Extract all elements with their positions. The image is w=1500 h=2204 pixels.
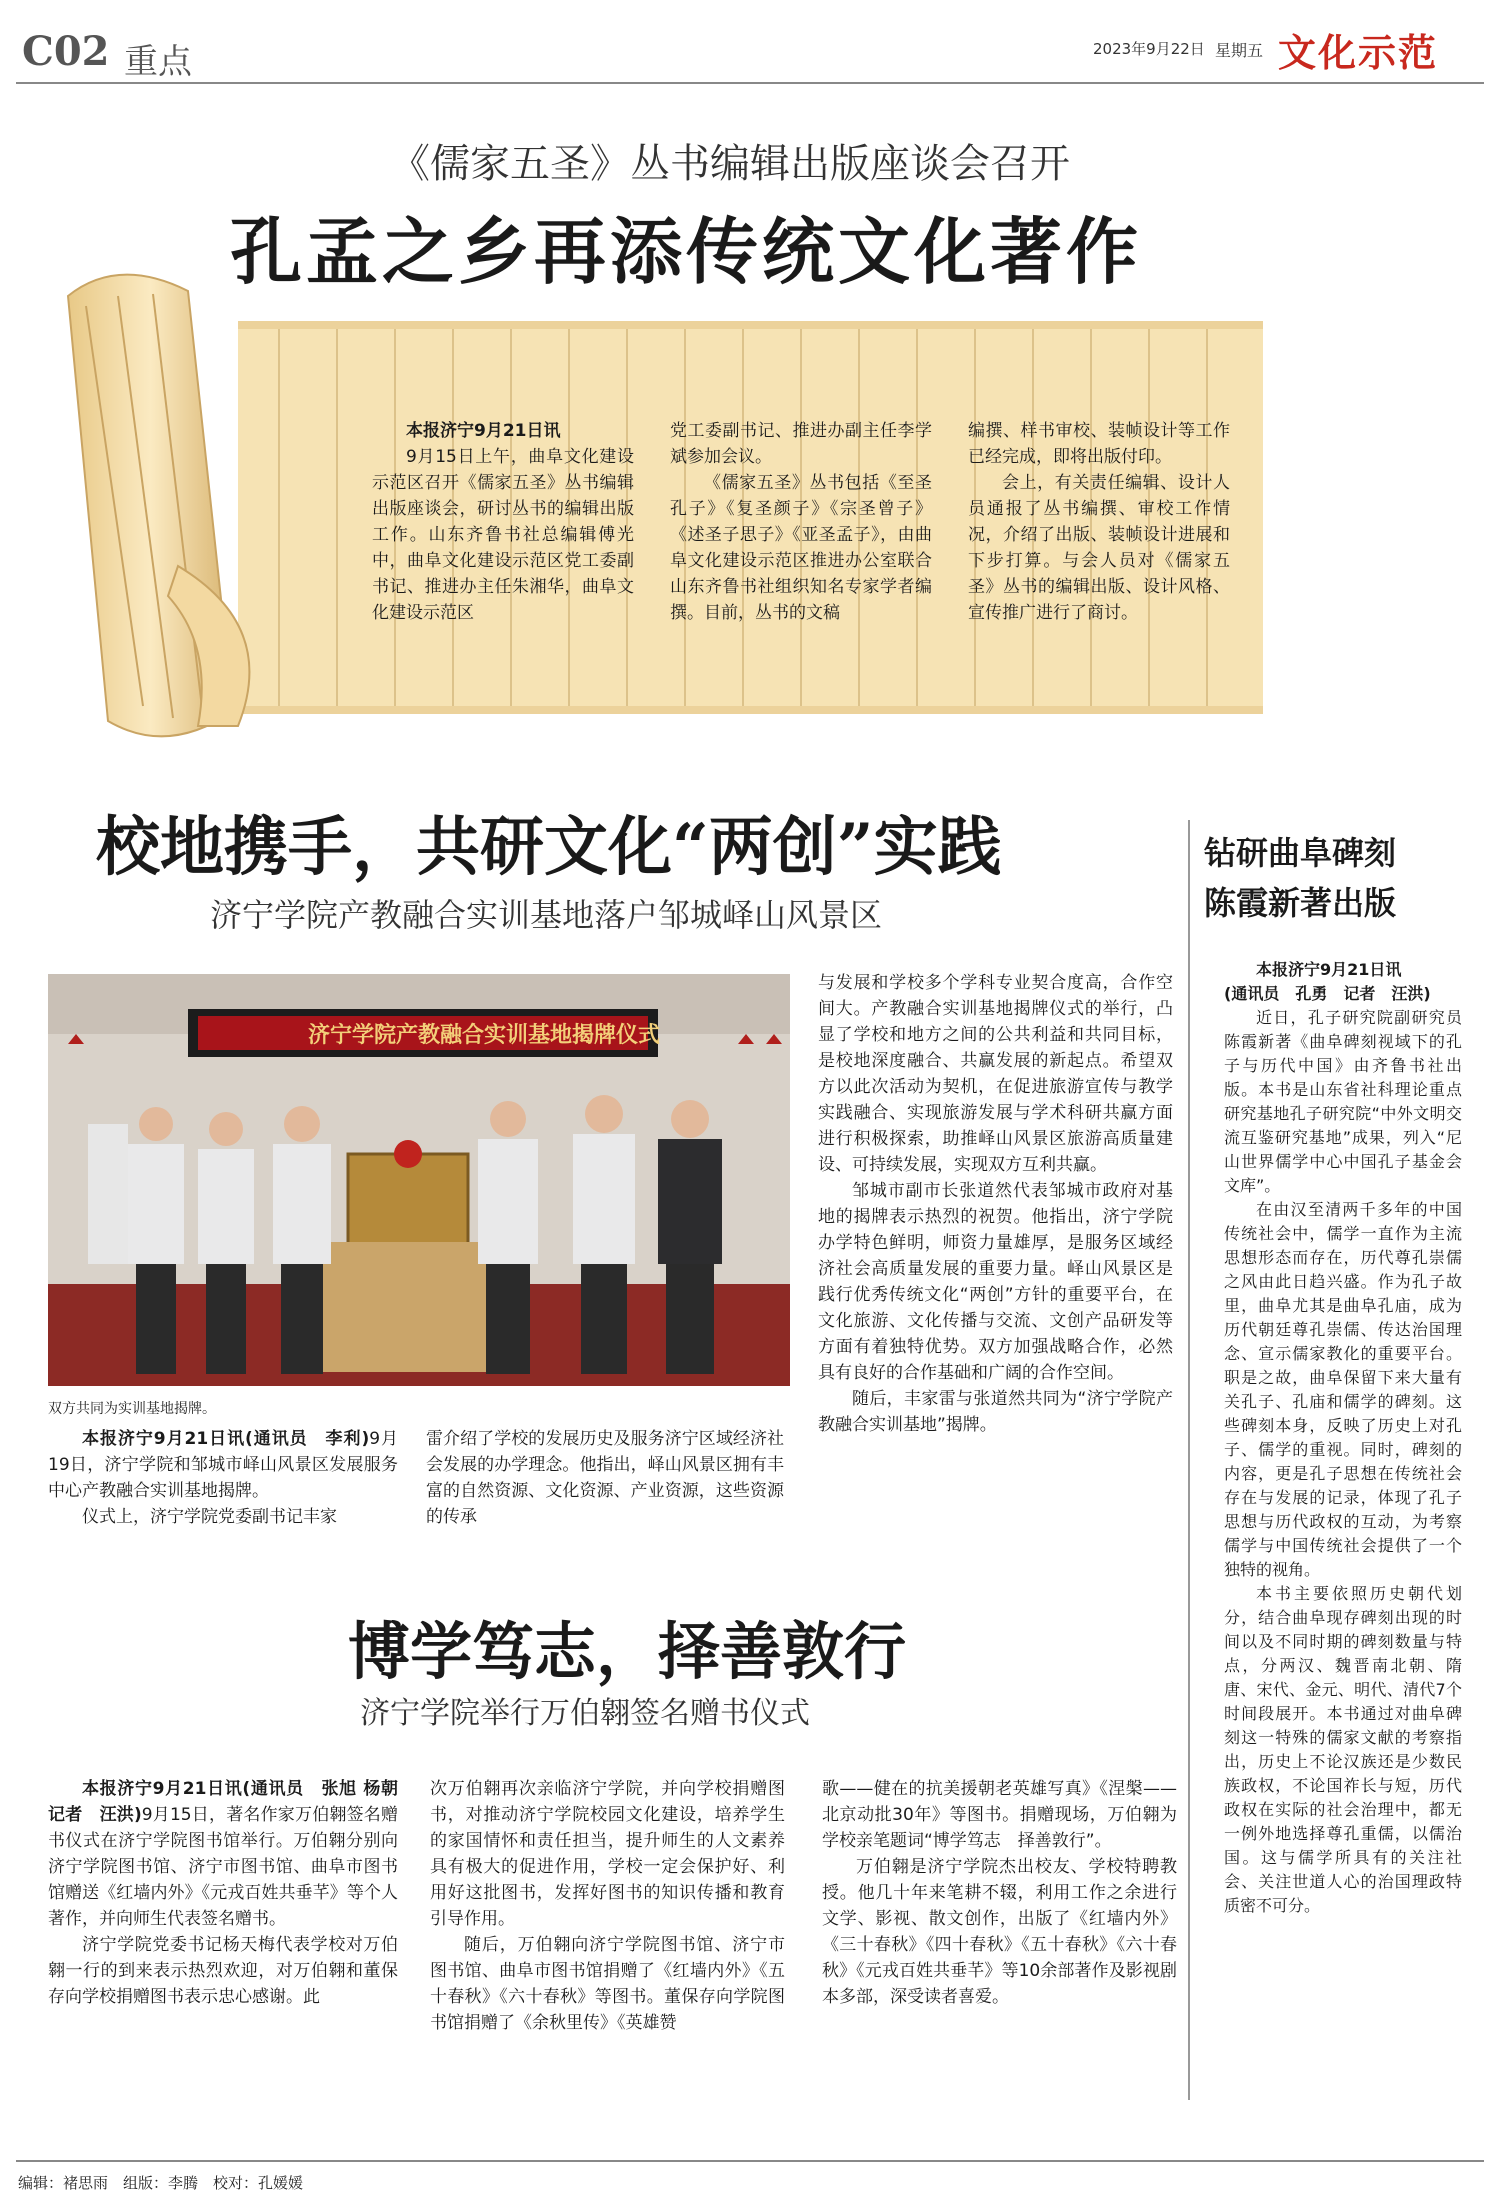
story3-subhead: 济宁学院举行万伯翱签名赠书仪式	[360, 1696, 810, 1731]
story3-paragraph: 万伯翱是济宁学院杰出校友、学校特聘教授。他几十年来笔耕不辍，利用工作之余进行文学、影视、散文创作，出版了《红墙内外》《三十春秋》《四十春秋》《五十春秋》《六十春秋》《元戎百姓共垂芊》等10余部著作及影视剧本多部，深受读者喜爱。	[822, 1857, 1177, 2007]
sidebar-divider	[1188, 820, 1190, 2100]
story3-column-3	[822, 1776, 1177, 2010]
story2-paragraph: 与发展和学校多个学科专业契合度高，合作空间大。产教融合实训基地揭牌仪式的举行，凸显了学校和地方之间的公共利益和共同目标，是校地深度融合、共赢发展的新起点。希望双方以此次活动为契机，在促进旅游宣传与教学实践融合、实现旅游发展与学术科研共赢方面进行积极探索，助推峄山风景区旅游高质量建设、可持续发展，实现双方互利共赢。	[818, 973, 1173, 1175]
story1-lead: 本报济宁9月21日讯	[406, 421, 561, 441]
story1-paragraph: 党工委副书记、推进办副主任李学斌参加会议。	[670, 421, 932, 467]
story1-column-1	[372, 418, 634, 626]
story1-paragraph: 9月15日上午，曲阜文化建设示范区召开《儒家五圣》丛书编辑出版座谈会，研讨丛书的编辑出版工作。山东齐鲁书社总编辑傅光中，曲阜文化建设示范区党工委副书记、推进办主任朱湘华，曲阜文化建设示范区	[372, 447, 634, 623]
page-number: C02	[22, 28, 110, 75]
sidebar-paragraph: 在由汉至清两千多年的中国传统社会中，儒学一直作为主流思想形态而存在，历代尊孔崇儒之风由此日趋兴盛。作为孔子故里，曲阜尤其是曲阜孔庙，成为历代朝廷尊孔崇儒、传达治国理念、宣示儒家教化的重要平台。职是之故，曲阜保留下来大量有关孔子、孔庙和儒学的碑刻。这些碑刻本身，反映了历史上对孔子、儒学的重视。同时，碑刻的内容，更是孔子思想在传统社会存在与发展的记录，体现了孔子思想与历代政权的互动，为考察儒学与中国传统社会提供了一个独特的视角。	[1224, 1200, 1462, 1579]
story1-column-2	[670, 418, 932, 626]
brand-logo: 文化示范	[1278, 30, 1439, 75]
story2-paragraph: 雷介绍了学校的发展历史及服务济宁区域经济社会发展的办学理念。他指出，峄山风景区拥有丰富的自然资源、文化资源、产业资源，这些资源的传承	[426, 1429, 784, 1527]
story3-paragraph: 次万伯翱再次亲临济宁学院，并向学校捐赠图书，对推动济宁学院校园文化建设，培养学生的家国情怀和责任担当，提升师生的人文素养具有极大的促进作用，学校一定会保护好、利用好这批图书，发挥好图书的知识传播和教育引导作用。	[430, 1779, 785, 1929]
sidebar-paragraph: 近日，孔子研究院副研究员陈霞新著《曲阜碑刻视域下的孔子与历代中国》由齐鲁书社出版。本书是山东省社科理论重点研究基地孔子研究院“中外文明交流互鉴研究基地”成果，列入“尼山世界儒学中心中国孔子基金会文库”。	[1224, 1008, 1462, 1195]
story2-paragraph: 仪式上，济宁学院党委副书记丰家	[82, 1507, 337, 1527]
sidebar-paragraph: 本书主要依照历史朝代划分，结合曲阜现存碑刻出现的时间以及不同时期的碑刻数量与特点，分两汉、魏晋南北朝、隋唐、宋代、金元、明代、清代7个时间段展开。本书通过对曲阜碑刻这一特殊的儒家文献的考察指出，历史上不论汉族还是少数民族政权，不论国祚长与短，历代政权在实际的社会治理中，都无一例外地选择尊孔重儒，以儒治国。这与儒学所具有的关注社会、关注世道人心的治国理政特质密不可分。	[1224, 1584, 1462, 1915]
story3-column-2	[430, 1776, 785, 2036]
story3-paragraph: 9月15日，著名作家万伯翱签名赠书仪式在济宁学院图书馆举行。万伯翱分别向济宁学院图书馆、济宁市图书馆、曲阜市图书馆赠送《红墙内外》《元戎百姓共垂芊》等个人著作，并向师生代表签名赠书。	[48, 1805, 398, 1929]
story3-column-1	[48, 1776, 415, 2010]
photo-caption: 双方共同为实训基地揭牌。	[48, 1401, 216, 1417]
story1-paragraph: 《儒家五圣》丛书包括《至圣孔子》《复圣颜子》《宗圣曾子》《述圣子思子》《亚圣孟子》，由曲阜文化建设示范区推进办公室联合山东齐鲁书社组织知名专家学者编撰。目前，丛书的文稿	[670, 473, 932, 623]
section-name: 重点	[124, 42, 192, 82]
event-photo	[48, 974, 790, 1386]
story2-lead: 本报济宁9月21日讯(通讯员 李利)	[82, 1429, 370, 1449]
footer-credits: 编辑：褚思雨 组版：李腾 校对：孔媛媛	[18, 2174, 304, 2192]
story2-paragraph: 随后，丰家雷与张道然共同为“济宁学院产教融合实训基地”揭牌。	[818, 1389, 1173, 1435]
sidebar-title-line1: 钻研曲阜碑刻	[1204, 834, 1397, 872]
story3-paragraph: 济宁学院党委书记杨天梅代表学校对万伯翱一行的到来表示热烈欢迎，对万伯翱和董保存向学校捐赠图书表示忠心感谢。此	[48, 1935, 398, 2007]
story1-kicker: 《儒家五圣》丛书编辑出版座谈会召开	[390, 141, 1070, 187]
story1-paragraph: 会上，有关责任编辑、设计人员通报了丛书编撰、审校工作情况，介绍了出版、装帧设计进展和下步打算。与会人员对《儒家五圣》丛书的编辑出版、设计风格、宣传推广进行了商讨。	[968, 473, 1230, 623]
footer-rule	[16, 2160, 1484, 2162]
photo-banner-text: 济宁学院产教融合实训基地揭牌仪式	[308, 1023, 661, 1048]
story2-column-2	[426, 1426, 784, 1530]
story1-headline: 孔孟之乡再添传统文化著作	[230, 209, 1143, 294]
story3-paragraph: 歌——健在的抗美援朝老英雄写真》《涅槃——北京动批30年》等图书。捐赠现场，万伯翱为学校亲笔题词“博学笃志 择善敦行”。	[822, 1779, 1177, 1851]
story2-column-3	[818, 970, 1173, 1438]
story2-paragraph: 邹城市副市长张道然代表邹城市政府对基地的揭牌表示热烈的祝贺。他指出，济宁学院办学特色鲜明，师资力量雄厚，是服务区域经济社会高质量发展的重要力量。峄山风景区是践行优秀传统文化“两创”方针的重要平台，在文化旅游、文化传播与交流、文创产品研发等方面有着独特优势。双方加强战略合作，必然具有良好的合作基础和广阔的合作空间。	[818, 1181, 1173, 1383]
sidebar-title-line2: 陈霞新著出版	[1204, 884, 1397, 922]
story2-column-1	[48, 1426, 398, 1530]
story2-paragraph: 9月19日，济宁学院和邹城市峄山风景区发展服务中心产教融合实训基地揭牌。	[48, 1429, 398, 1501]
issue-weekday: 星期五	[1215, 41, 1264, 60]
sidebar-lead: 本报济宁9月21日讯	[1256, 960, 1402, 979]
story2-subhead: 济宁学院产教融合实训基地落户邹城峄山风景区	[210, 896, 883, 934]
issue-date: 2023年9月22日	[1093, 40, 1205, 58]
story2-headline: 校地携手，共研文化“两创”实践	[96, 810, 1002, 885]
story1-column-3	[968, 418, 1230, 626]
story1-paragraph: 编撰、样书审校、装帧设计等工作已经完成，即将出版付印。	[968, 421, 1230, 467]
story3-lead: 本报济宁9月21日讯(通讯员 张旭 杨朝 记者 汪洪)	[48, 1779, 415, 1825]
story3-headline: 博学笃志，择善敦行	[348, 1615, 907, 1688]
sidebar-body	[1224, 958, 1462, 1918]
header-rule	[16, 82, 1484, 84]
sidebar-byline: (通讯员 孔勇 记者 汪洪)	[1224, 984, 1431, 1003]
story3-paragraph: 随后，万伯翱向济宁学院图书馆、济宁市图书馆、曲阜市图书馆捐赠了《红墙内外》《五十春秋》《六十春秋》等图书。董保存向学院图书馆捐赠了《余秋里传》《英雄赞	[430, 1935, 785, 2033]
